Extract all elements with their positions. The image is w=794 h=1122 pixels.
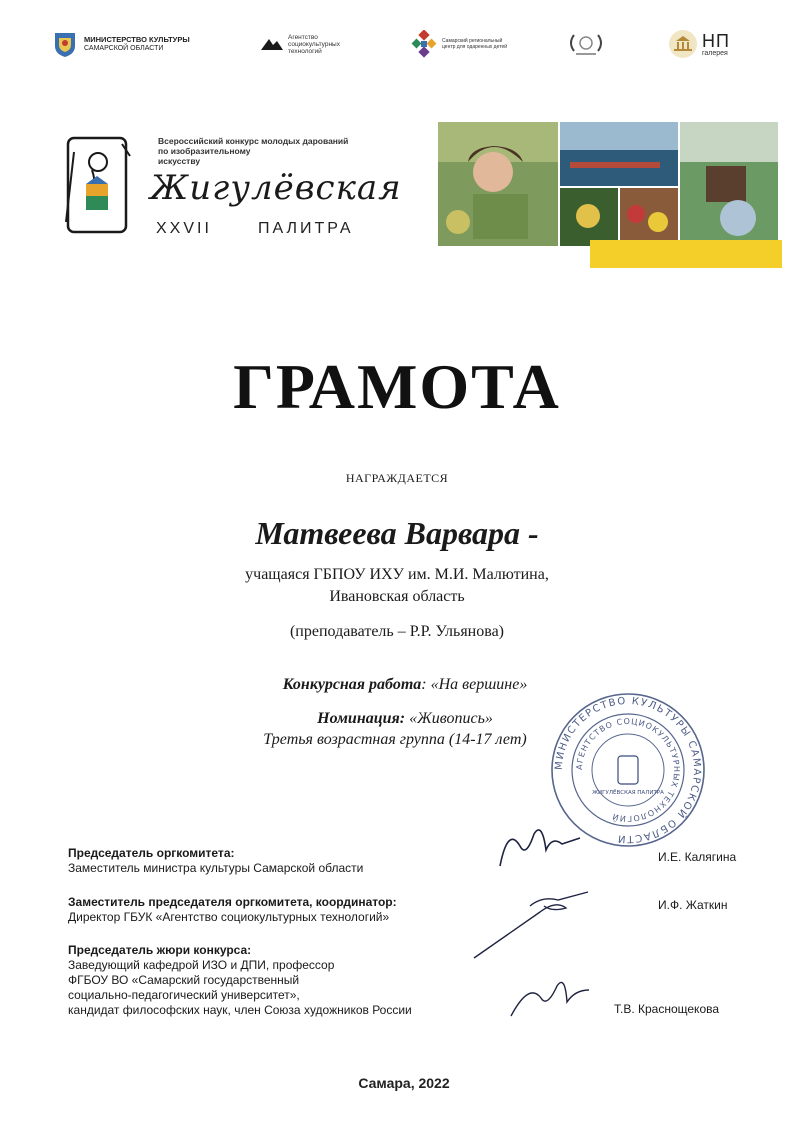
signatory-2-position: Директор ГБУК «Агентство социокультурных технологий» <box>68 910 390 924</box>
ministry-logo <box>52 20 190 68</box>
nomination-label: Номинация: <box>317 710 406 727</box>
competition-palitra: ПАЛИТРА <box>258 220 354 237</box>
signatory-3 <box>68 943 412 1018</box>
signatory-2-name: И.Ф. Жаткин <box>658 898 728 912</box>
signatory-3-name: Т.В. Краснощекова <box>614 1002 720 1016</box>
agency-line-1: Агентство <box>288 33 318 41</box>
signatory-3-position-3: социально-педагогический университет», <box>68 988 300 1002</box>
accent-bar <box>590 240 782 268</box>
agency-logo <box>260 20 340 68</box>
center-mosaic-icon <box>410 30 438 58</box>
ministry-line1: МИНИСТЕРСТВО КУЛЬТУРЫ <box>84 34 190 44</box>
ministry-line2: САМАРСКОЙ ОБЛАСТИ <box>84 44 164 52</box>
recipient-region: Ивановская область <box>329 588 465 605</box>
signatory-1 <box>68 846 363 876</box>
age-group: Третья возрастная группа (14-17 лет) <box>263 731 527 748</box>
competition-subtitle-2: по изобразительному <box>158 146 251 156</box>
competition-mascot-icon <box>60 132 140 240</box>
signatory-3-position-2: ФГБОУ ВО «Самарский государственный <box>68 973 300 987</box>
agency-line-3: технологий <box>288 47 322 55</box>
header-logos <box>0 20 794 70</box>
awarded-label: НАГРАЖДАЕТСЯ <box>345 471 449 485</box>
signatory-1-position: Заместитель министра культуры Самарской области <box>68 861 364 875</box>
ngallery-logo-text: НП <box>702 30 730 51</box>
signatory-3-position-4: кандидат философских наук, член Союза художников России <box>68 1003 412 1017</box>
signatory-3-position-1: Заведующий кафедрой ИЗО и ДПИ, профессор <box>68 958 335 972</box>
signatory-2-role: Заместитель председателя оргкомитета, координатор: <box>68 895 397 909</box>
agency-line-2: социокультурных <box>288 40 340 48</box>
svg-text:АГЕНТСТВО СОЦИОКУЛЬТУРНЫХ ТЕХН <box>575 717 681 824</box>
ngallery-caption: галерея <box>702 49 728 57</box>
signatory-2 <box>68 895 397 925</box>
signature-1-mark <box>490 816 590 876</box>
building-icon <box>668 29 698 59</box>
competition-number: XXVII <box>156 220 212 237</box>
emblem-icon <box>566 29 606 59</box>
ministry-emblem-icon <box>52 30 78 58</box>
competition-subtitle-3: искусству <box>158 156 201 166</box>
signature-3-mark <box>505 972 605 1022</box>
stamp-center-text: ЖИГУЛЁВСКАЯ ПАЛИТРА <box>592 790 664 796</box>
nomination-value: «Живопись» <box>405 710 493 727</box>
certificate-title: ГРАМОТА <box>233 351 561 422</box>
ngallery-logo <box>668 20 730 68</box>
center-text: Самарский региональный центр для одаренных детей <box>442 38 508 50</box>
competition-subtitle <box>158 136 388 166</box>
center-logo <box>410 20 512 68</box>
stamp-outer-text: МИНИСТЕРСТВО КУЛЬТУРЫ САМАРСКОЙ ОБЛАСТИ <box>553 695 703 845</box>
work-value: : «На вершине» <box>421 676 528 693</box>
recipient-school: учащаяся ГБПОУ ИХУ им. М.И. Малютина, <box>245 566 549 583</box>
stamp-inner-text: АГЕНТСТВО СОЦИОКУЛЬТУРНЫХ ТЕХНОЛОГИЙ <box>574 716 682 824</box>
unknown-logo <box>566 20 606 68</box>
competition-script-title: Жигулёвская <box>150 168 402 208</box>
signatory-3-role: Председатель жюри конкурса: <box>68 943 252 957</box>
signatory-1-name: И.Е. Калягина <box>658 850 737 864</box>
teacher-line: (преподаватель – Р.Р. Ульянова) <box>289 623 505 640</box>
agency-mark-icon <box>260 36 284 52</box>
footer-place-year: Самара, 2022 <box>358 1075 450 1091</box>
recipient-name: Матвеева Варвара - <box>255 515 539 551</box>
signatory-1-role: Председатель оргкомитета: <box>68 846 235 860</box>
work-label: Конкурсная работа <box>282 676 422 693</box>
competition-subtitle-1: Всероссийский конкурс молодых дарований <box>158 136 349 146</box>
signature-2-mark <box>470 882 600 962</box>
